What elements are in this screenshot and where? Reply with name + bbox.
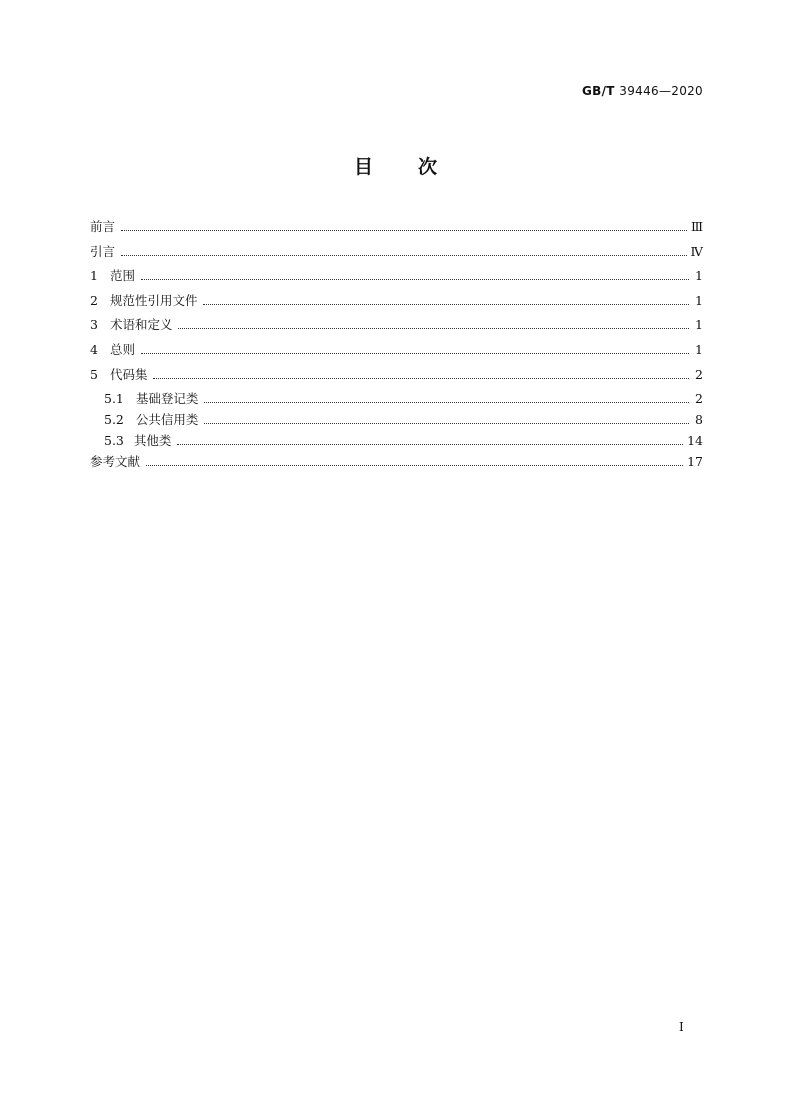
toc-page: 17 [687,454,703,470]
toc-entry-normative-references[interactable] [90,290,703,315]
toc-label: 3 术语和定义 [90,317,173,333]
toc-entry-introduction[interactable] [90,241,703,266]
standard-prefix: GB/T [582,84,615,98]
toc-leader-dots [121,230,687,231]
standard-code [582,84,703,98]
toc-page: 1 [695,268,703,284]
toc-leader-dots [203,304,689,305]
table-of-contents [90,216,703,476]
title-char-2: 次 [418,156,439,178]
toc-leader-dots [178,328,689,329]
page-number: Ⅰ [679,1020,684,1034]
toc-entry-basic-registration[interactable] [90,388,703,409]
page-title [0,152,792,179]
toc-label: 1 范围 [90,268,135,284]
toc-leader-dots [204,402,689,403]
toc-leader-dots [141,353,689,354]
toc-leader-dots [204,423,689,424]
toc-entry-other[interactable] [90,430,703,451]
toc-leader-dots [177,444,683,445]
title-char-1: 目 [353,156,374,178]
toc-entry-scope[interactable] [90,265,703,290]
toc-label: 5.2 公共信用类 [104,412,199,428]
toc-leader-dots [141,279,689,280]
toc-label: 前言 [90,219,116,234]
toc-entry-bibliography[interactable] [90,451,703,476]
toc-label: 2 规范性引用文件 [90,292,198,308]
toc-label: 5.1 基础登记类 [104,391,199,407]
toc-label: 引言 [90,243,116,259]
toc-page: Ⅳ [690,243,703,259]
toc-entry-terms[interactable] [90,314,703,339]
toc-page: 1 [695,341,703,357]
toc-page: 1 [695,317,703,333]
toc-page: 2 [695,391,703,407]
toc-label: 5.3 其他类 [104,433,172,449]
toc-leader-dots [153,378,689,379]
toc-entry-foreword[interactable] [90,216,703,241]
toc-entry-general[interactable] [90,339,703,364]
toc-page: Ⅲ [690,219,703,234]
toc-page: 8 [695,412,703,428]
toc-entry-public-credit[interactable] [90,409,703,430]
toc-label: 5 代码集 [90,366,148,382]
standard-number: 39446—2020 [619,84,703,98]
toc-page: 1 [695,292,703,308]
toc-page: 2 [695,366,703,382]
toc-label: 4 总则 [90,341,135,357]
toc-entry-code-sets[interactable] [90,364,703,389]
toc-page: 14 [687,433,703,449]
toc-leader-dots [146,465,683,466]
toc-label: 参考文献 [90,454,141,470]
toc-leader-dots [121,255,686,256]
